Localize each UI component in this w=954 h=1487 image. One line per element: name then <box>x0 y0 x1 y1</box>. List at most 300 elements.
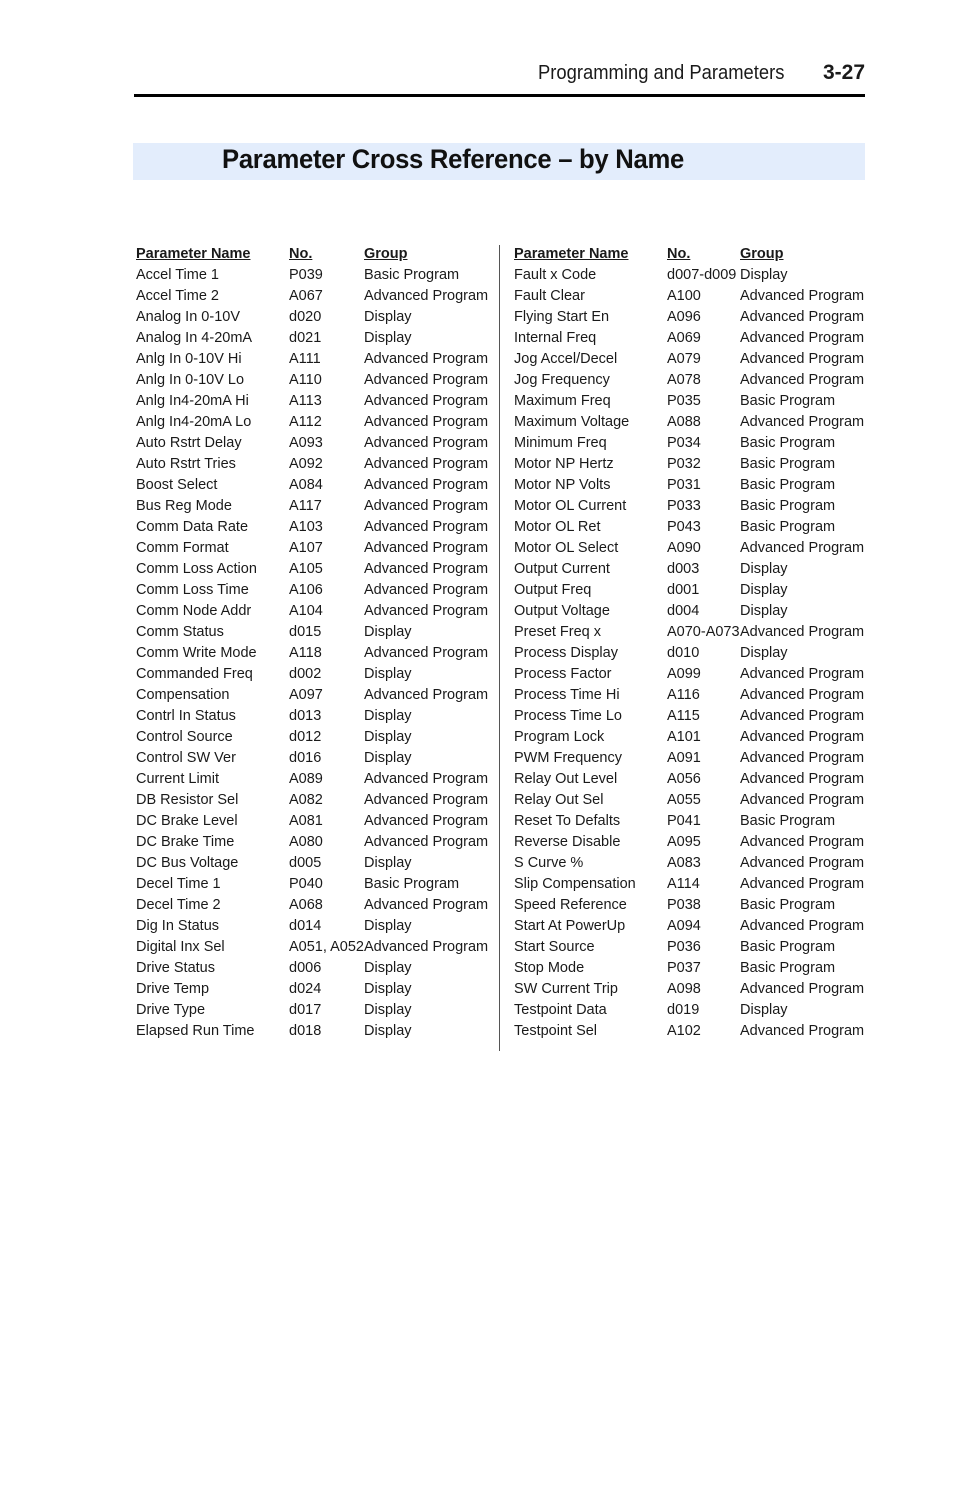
parameter-group-cell: Advanced Program <box>364 687 489 703</box>
parameter-group-cell: Advanced Program <box>364 603 489 619</box>
parameter-number-cell: A090 <box>667 540 701 556</box>
table-row <box>136 1000 494 1021</box>
parameter-name-cell: Speed Reference <box>514 897 627 913</box>
parameter-group-cell: Advanced Program <box>740 792 865 808</box>
parameter-number-cell: P034 <box>667 435 701 451</box>
parameter-name-cell: Motor NP Hertz <box>514 456 614 472</box>
parameter-number-cell: d012 <box>289 729 322 745</box>
parameter-name-cell: Anlg In4-20mA Hi <box>136 393 249 409</box>
table-row <box>514 811 870 832</box>
parameter-number-cell: A081 <box>289 813 323 829</box>
parameter-name-cell: Boost Select <box>136 477 218 493</box>
parameter-name-cell: Current Limit <box>136 771 219 787</box>
parameter-name-cell: Accel Time 2 <box>136 288 219 304</box>
page-header <box>134 58 865 97</box>
parameter-number-cell: A105 <box>289 561 323 577</box>
table-row <box>514 916 870 937</box>
parameter-name-cell: Jog Accel/Decel <box>514 351 618 367</box>
parameter-group-cell: Advanced Program <box>364 414 489 430</box>
parameter-name-cell: Analog In 4-20mA <box>136 330 253 346</box>
table-row <box>514 307 870 328</box>
parameter-number-cell: A097 <box>289 687 323 703</box>
table-row <box>514 454 870 475</box>
parameter-number-cell: P039 <box>289 267 323 283</box>
parameter-number-cell: d014 <box>289 918 322 934</box>
table-row <box>136 706 494 727</box>
parameter-group-cell: Advanced Program <box>740 918 865 934</box>
parameter-number-cell: d017 <box>289 1002 322 1018</box>
parameter-group-cell: Advanced Program <box>740 750 865 766</box>
parameter-name-cell: Flying Start En <box>514 309 610 325</box>
table-row <box>514 433 870 454</box>
parameter-number-cell: d024 <box>289 981 322 997</box>
parameter-name-cell: Process Factor <box>514 666 612 682</box>
parameter-number-cell: A068 <box>289 897 323 913</box>
parameter-name-cell: S Curve % <box>514 855 584 871</box>
parameter-number-cell: P038 <box>667 897 701 913</box>
table-row <box>514 496 870 517</box>
parameter-number-cell: A095 <box>667 834 701 850</box>
parameter-number-cell: d010 <box>667 645 700 661</box>
table-row <box>136 916 494 937</box>
table-row <box>136 643 494 664</box>
parameter-name-cell: Process Display <box>514 645 618 661</box>
parameter-group-cell: Display <box>364 309 412 325</box>
parameter-group-cell: Advanced Program <box>740 771 865 787</box>
table-row <box>136 727 494 748</box>
parameter-number-cell: d018 <box>289 1023 322 1039</box>
parameter-table-left <box>136 244 494 1042</box>
parameter-group-cell: Advanced Program <box>364 393 489 409</box>
parameter-group-cell: Display <box>364 1002 412 1018</box>
parameter-table-right-body <box>514 265 870 1042</box>
parameter-name-cell: Internal Freq <box>514 330 597 346</box>
parameter-name-cell: DC Bus Voltage <box>136 855 239 871</box>
column-header-group: Group <box>740 246 784 262</box>
parameter-group-cell: Display <box>364 855 412 871</box>
parameter-name-cell: Motor OL Select <box>514 540 619 556</box>
parameter-name-cell: Fault x Code <box>514 267 597 283</box>
parameter-group-cell: Advanced Program <box>740 729 865 745</box>
table-row <box>136 580 494 601</box>
table-row <box>136 328 494 349</box>
parameter-number-cell: A055 <box>667 792 701 808</box>
table-row <box>136 979 494 1000</box>
parameter-group-cell: Display <box>364 750 412 766</box>
parameter-number-cell: P031 <box>667 477 701 493</box>
parameter-number-cell: A098 <box>667 981 701 997</box>
table-row <box>514 265 870 286</box>
parameter-number-cell: d013 <box>289 708 322 724</box>
parameter-name-cell: Slip Compensation <box>514 876 636 892</box>
parameter-number-cell: d001 <box>667 582 700 598</box>
parameter-number-cell: P036 <box>667 939 701 955</box>
table-row <box>514 769 870 790</box>
parameter-group-cell: Advanced Program <box>740 687 865 703</box>
parameter-number-cell: P033 <box>667 498 701 514</box>
parameter-number-cell: d021 <box>289 330 322 346</box>
parameter-name-cell: Comm Loss Action <box>136 561 257 577</box>
parameter-group-cell: Basic Program <box>740 897 836 913</box>
parameter-group-cell: Advanced Program <box>364 498 489 514</box>
table-row <box>136 517 494 538</box>
parameter-name-cell: Anlg In 0-10V Hi <box>136 351 242 367</box>
parameter-number-cell: A088 <box>667 414 701 430</box>
parameter-name-cell: Drive Type <box>136 1002 206 1018</box>
parameter-name-cell: Comm Loss Time <box>136 582 249 598</box>
table-row <box>136 286 494 307</box>
parameter-name-cell: Auto Rstrt Tries <box>136 456 236 472</box>
parameter-number-cell: A078 <box>667 372 701 388</box>
page-title: Parameter Cross Reference – by Name <box>222 144 684 174</box>
parameter-group-cell: Advanced Program <box>740 981 865 997</box>
parameter-number-cell: A093 <box>289 435 323 451</box>
table-row <box>514 475 870 496</box>
table-row <box>514 937 870 958</box>
parameter-group-cell: Advanced Program <box>364 435 489 451</box>
table-row <box>136 412 494 433</box>
parameter-name-cell: Decel Time 2 <box>136 897 221 913</box>
parameter-group-cell: Basic Program <box>364 267 460 283</box>
table-row <box>136 895 494 916</box>
parameter-name-cell: Compensation <box>136 687 230 703</box>
parameter-number-cell: A083 <box>667 855 701 871</box>
section-title: Programming and Parameters <box>538 62 785 84</box>
parameter-group-cell: Advanced Program <box>364 582 489 598</box>
parameter-number-cell: A106 <box>289 582 323 598</box>
table-row <box>514 349 870 370</box>
parameter-number-cell: d004 <box>667 603 700 619</box>
parameter-group-cell: Advanced Program <box>740 1023 865 1039</box>
parameter-group-cell: Advanced Program <box>740 666 865 682</box>
parameter-number-cell: A111 <box>289 351 321 367</box>
page-number: 3-27 <box>822 61 865 84</box>
parameter-name-cell: Process Time Hi <box>514 687 620 703</box>
table-header-row <box>136 244 494 265</box>
table-row <box>514 412 870 433</box>
parameter-number-cell: P032 <box>667 456 701 472</box>
parameter-number-cell: P035 <box>667 393 701 409</box>
table-row <box>136 664 494 685</box>
parameter-group-cell: Basic Program <box>740 435 836 451</box>
parameter-name-cell: DC Brake Level <box>136 813 238 829</box>
parameter-name-cell: Anlg In 0-10V Lo <box>136 372 245 388</box>
parameter-group-cell: Advanced Program <box>364 351 489 367</box>
parameter-group-cell: Advanced Program <box>740 414 865 430</box>
parameter-group-cell: Advanced Program <box>740 624 865 640</box>
parameter-name-cell: Comm Data Rate <box>136 519 249 535</box>
parameter-group-cell: Advanced Program <box>740 372 865 388</box>
parameter-group-cell: Advanced Program <box>364 288 489 304</box>
parameter-name-cell: Anlg In4-20mA Lo <box>136 414 252 430</box>
parameter-number-cell: A070-A073 <box>667 624 740 640</box>
parameter-name-cell: PWM Frequency <box>514 750 622 766</box>
table-row <box>514 286 870 307</box>
parameter-number-cell: P040 <box>289 876 323 892</box>
parameter-name-cell: Dig In Status <box>136 918 220 934</box>
table-row <box>136 832 494 853</box>
table-row <box>514 601 870 622</box>
parameter-group-cell: Advanced Program <box>364 771 489 787</box>
parameter-group-cell: Display <box>740 561 788 577</box>
parameter-name-cell: Minimum Freq <box>514 435 607 451</box>
parameter-group-cell: Advanced Program <box>364 645 489 661</box>
parameter-name-cell: Maximum Voltage <box>514 414 630 430</box>
parameter-name-cell: Jog Frequency <box>514 372 610 388</box>
parameter-name-cell: Maximum Freq <box>514 393 611 409</box>
parameter-name-cell: Process Time Lo <box>514 708 622 724</box>
parameter-number-cell: A084 <box>289 477 323 493</box>
parameter-name-cell: Relay Out Sel <box>514 792 604 808</box>
parameter-number-cell: d015 <box>289 624 322 640</box>
table-row <box>514 748 870 769</box>
parameter-number-cell: A102 <box>667 1023 701 1039</box>
parameter-group-cell: Advanced Program <box>364 372 489 388</box>
parameter-group-cell: Basic Program <box>740 477 836 493</box>
column-header-group: Group <box>364 246 408 262</box>
parameter-number-cell: d007-d009 <box>667 267 737 283</box>
parameter-group-cell: Advanced Program <box>364 897 489 913</box>
parameter-group-cell: Display <box>364 918 412 934</box>
table-row <box>136 769 494 790</box>
parameter-group-cell: Basic Program <box>740 519 836 535</box>
parameter-table-right <box>514 244 870 1042</box>
table-row <box>514 685 870 706</box>
parameter-group-cell: Display <box>364 708 412 724</box>
parameter-name-cell: Comm Status <box>136 624 224 640</box>
parameter-number-cell: d020 <box>289 309 322 325</box>
table-row <box>136 685 494 706</box>
parameter-name-cell: Program Lock <box>514 729 605 745</box>
parameter-group-cell: Display <box>364 729 412 745</box>
table-header-row <box>514 244 870 265</box>
table-row <box>136 601 494 622</box>
table-row <box>514 664 870 685</box>
parameter-number-cell: A056 <box>667 771 701 787</box>
parameter-name-cell: Testpoint Data <box>514 1002 607 1018</box>
table-row <box>136 454 494 475</box>
table-row <box>514 328 870 349</box>
parameter-name-cell: Analog In 0-10V <box>136 309 240 325</box>
table-row <box>136 790 494 811</box>
parameter-number-cell: A079 <box>667 351 701 367</box>
table-row <box>136 475 494 496</box>
parameter-table-left-body <box>136 265 494 1042</box>
parameter-group-cell: Advanced Program <box>364 477 489 493</box>
parameter-group-cell: Basic Program <box>740 498 836 514</box>
parameter-group-cell: Advanced Program <box>364 540 489 556</box>
table-row <box>514 559 870 580</box>
parameter-name-cell: Testpoint Sel <box>514 1023 598 1039</box>
table-row <box>514 874 870 895</box>
parameter-group-cell: Display <box>364 1023 412 1039</box>
parameter-number-cell: A092 <box>289 456 323 472</box>
parameter-number-cell: A116 <box>667 687 700 703</box>
table-row <box>514 1000 870 1021</box>
parameter-name-cell: Relay Out Level <box>514 771 618 787</box>
parameter-name-cell: Accel Time 1 <box>136 267 219 283</box>
parameter-number-cell: A113 <box>289 393 322 409</box>
table-row <box>136 748 494 769</box>
parameter-name-cell: Comm Node Addr <box>136 603 252 619</box>
parameter-group-cell: Advanced Program <box>740 708 865 724</box>
parameter-group-cell: Advanced Program <box>364 813 489 829</box>
parameter-name-cell: Reverse Disable <box>514 834 621 850</box>
parameter-number-cell: A080 <box>289 834 323 850</box>
table-row <box>136 370 494 391</box>
parameter-name-cell: Auto Rstrt Delay <box>136 435 242 451</box>
parameter-group-cell: Display <box>364 624 412 640</box>
parameter-group-cell: Advanced Program <box>364 792 489 808</box>
parameter-group-cell: Display <box>740 603 788 619</box>
table-row <box>136 496 494 517</box>
table-row <box>514 1021 870 1042</box>
parameter-name-cell: Start At PowerUp <box>514 918 626 934</box>
parameter-number-cell: A094 <box>667 918 701 934</box>
parameter-number-cell: A067 <box>289 288 323 304</box>
parameter-name-cell: Bus Reg Mode <box>136 498 232 514</box>
table-row <box>514 790 870 811</box>
table-row <box>136 307 494 328</box>
parameter-group-cell: Basic Program <box>740 939 836 955</box>
table-row <box>514 517 870 538</box>
parameter-group-cell: Display <box>364 981 412 997</box>
table-row <box>514 895 870 916</box>
column-header-no: No. <box>289 246 313 262</box>
parameter-number-cell: d016 <box>289 750 322 766</box>
parameter-number-cell: A107 <box>289 540 323 556</box>
parameter-number-cell: A103 <box>289 519 323 535</box>
table-row <box>514 958 870 979</box>
parameter-number-cell: A110 <box>289 372 322 388</box>
parameter-name-cell: Contrl In Status <box>136 708 236 724</box>
parameter-name-cell: Motor NP Volts <box>514 477 611 493</box>
parameter-number-cell: A100 <box>667 288 701 304</box>
parameter-group-cell: Display <box>364 666 412 682</box>
parameter-group-cell: Advanced Program <box>740 330 865 346</box>
parameter-group-cell: Display <box>740 645 788 661</box>
parameter-number-cell: d019 <box>667 1002 700 1018</box>
parameter-name-cell: Control SW Ver <box>136 750 236 766</box>
parameter-number-cell: d005 <box>289 855 322 871</box>
parameter-number-cell: A089 <box>289 771 323 787</box>
column-divider <box>499 245 500 1051</box>
parameter-group-cell: Advanced Program <box>740 288 865 304</box>
parameter-name-cell: Motor OL Current <box>514 498 627 514</box>
table-row <box>514 538 870 559</box>
column-header-no: No. <box>667 246 691 262</box>
table-row <box>136 622 494 643</box>
parameter-name-cell: Reset To Defalts <box>514 813 621 829</box>
parameter-group-cell: Display <box>740 1002 788 1018</box>
parameter-name-cell: Output Voltage <box>514 603 610 619</box>
table-row <box>136 391 494 412</box>
table-row <box>514 370 870 391</box>
table-row <box>136 559 494 580</box>
parameter-name-cell: Decel Time 1 <box>136 876 221 892</box>
table-row <box>136 874 494 895</box>
table-row <box>514 706 870 727</box>
parameter-group-cell: Advanced Program <box>740 876 865 892</box>
title-band <box>133 143 865 180</box>
parameter-name-cell: Drive Temp <box>136 981 210 997</box>
column-header-parameter-name: Parameter Name <box>514 246 629 262</box>
parameter-name-cell: DB Resistor Sel <box>136 792 239 808</box>
table-row <box>136 937 494 958</box>
parameter-number-cell: P043 <box>667 519 701 535</box>
parameter-group-cell: Basic Program <box>740 813 836 829</box>
parameter-name-cell: Control Source <box>136 729 233 745</box>
parameter-name-cell: Motor OL Ret <box>514 519 601 535</box>
parameter-name-cell: DC Brake Time <box>136 834 235 850</box>
column-header-parameter-name: Parameter Name <box>136 246 251 262</box>
parameter-number-cell: A115 <box>667 708 700 724</box>
parameter-number-cell: A082 <box>289 792 323 808</box>
table-row <box>514 979 870 1000</box>
table-row <box>136 265 494 286</box>
parameter-number-cell: A112 <box>289 414 322 430</box>
table-row <box>136 1021 494 1042</box>
table-row <box>514 580 870 601</box>
table-row <box>136 538 494 559</box>
parameter-group-cell: Advanced Program <box>364 834 489 850</box>
parameter-name-cell: Comm Write Mode <box>136 645 257 661</box>
parameter-group-cell: Basic Program <box>364 876 460 892</box>
parameter-number-cell: A096 <box>667 309 701 325</box>
parameter-number-cell: A114 <box>667 876 700 892</box>
parameter-group-cell: Advanced Program <box>740 540 865 556</box>
parameter-group-cell: Advanced Program <box>364 519 489 535</box>
parameter-number-cell: A051, A052 <box>289 939 364 955</box>
table-row <box>514 832 870 853</box>
parameter-group-cell: Display <box>740 267 788 283</box>
parameter-group-cell: Advanced Program <box>740 834 865 850</box>
table-row <box>136 349 494 370</box>
parameter-name-cell: Start Source <box>514 939 595 955</box>
parameter-group-cell: Advanced Program <box>740 351 865 367</box>
parameter-name-cell: Preset Freq x <box>514 624 602 640</box>
parameter-group-cell: Display <box>364 960 412 976</box>
table-row <box>136 811 494 832</box>
table-row <box>514 622 870 643</box>
parameter-group-cell: Advanced Program <box>364 939 489 955</box>
table-row <box>514 853 870 874</box>
parameter-group-cell: Advanced Program <box>364 561 489 577</box>
parameter-name-cell: Output Freq <box>514 582 592 598</box>
parameter-number-cell: d002 <box>289 666 322 682</box>
parameter-group-cell: Advanced Program <box>740 855 865 871</box>
table-row <box>514 727 870 748</box>
parameter-number-cell: A099 <box>667 666 701 682</box>
parameter-name-cell: Comm Format <box>136 540 229 556</box>
table-row <box>136 853 494 874</box>
parameter-number-cell: A104 <box>289 603 323 619</box>
parameter-name-cell: Output Current <box>514 561 610 577</box>
parameter-number-cell: A091 <box>667 750 701 766</box>
parameter-number-cell: A069 <box>667 330 701 346</box>
parameter-name-cell: Commanded Freq <box>136 666 253 682</box>
table-row <box>514 391 870 412</box>
parameter-group-cell: Display <box>740 582 788 598</box>
parameter-number-cell: d006 <box>289 960 322 976</box>
parameter-name-cell: SW Current Trip <box>514 981 618 997</box>
parameter-group-cell: Advanced Program <box>740 309 865 325</box>
parameter-number-cell: A101 <box>667 729 701 745</box>
parameter-name-cell: Stop Mode <box>514 960 585 976</box>
parameter-number-cell: A117 <box>289 498 322 514</box>
parameter-number-cell: A118 <box>289 645 322 661</box>
table-row <box>514 643 870 664</box>
